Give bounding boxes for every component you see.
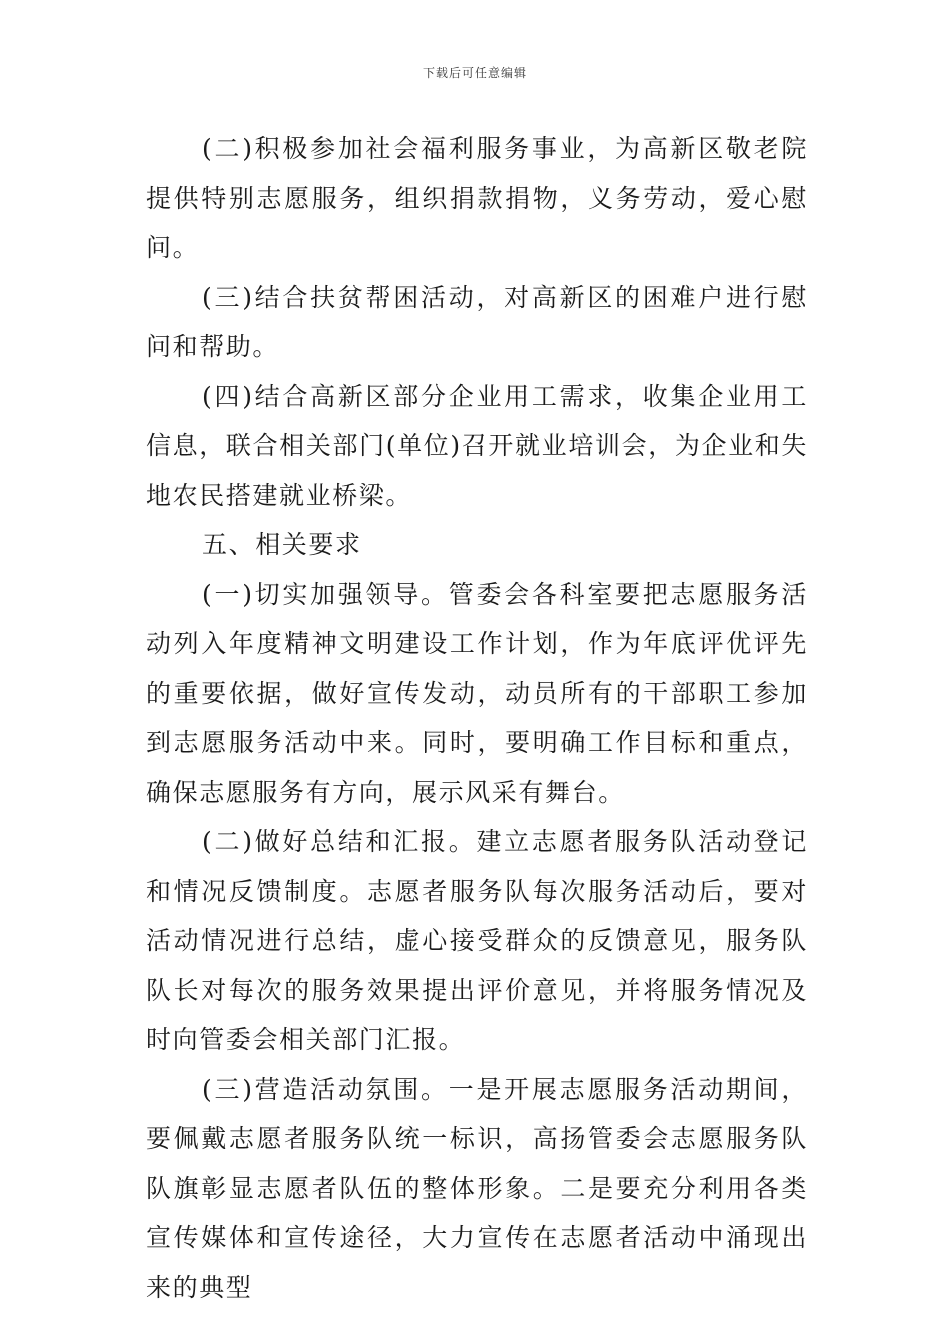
paragraph-summary-report: (二)做好总结和汇报。建立志愿者服务队活动登记和情况反馈制度。志愿者服务队每次服务活动后，要对活动情况进行总结，虚心接受群众的反馈意见，服务队队长对每次的服务效果提出评价意见，并将服务情况及时向管委会相关部门汇报。 (146, 827, 808, 1054)
section-heading-requirements: 五、相关要求 (202, 530, 362, 559)
page-header-note: 下载后可任意编辑 (422, 66, 527, 80)
paragraph-atmosphere: (三)营造活动氛围。一是开展志愿服务活动期间，要佩戴志愿者服务队统一标识，高扬管委会志愿服务队队旗彰显志愿者队伍的整体形象。二是要充分利用各类宣传媒体和宣传途径，大力宣传在志愿者活动中涌现出来的典型 (146, 1074, 808, 1302)
paragraph-employment-training: (四)结合高新区部分企业用工需求，收集企业用工信息，联合相关部门(单位)召开就业培训会，为企业和失地农民搭建就业桥梁。 (146, 381, 808, 510)
paragraph-poverty-relief: (三)结合扶贫帮困活动，对高新区的困难户进行慰问和帮助。 (146, 282, 808, 361)
paragraph-welfare-service: (二)积极参加社会福利服务事业，为高新区敬老院提供特别志愿服务，组织捐款捐物，义务劳动，爱心慰问。 (146, 134, 808, 262)
paragraph-leadership: (一)切实加强领导。管委会各科室要把志愿服务活动列入年度精神文明建设工作计划，作为年底评优评先的重要依据，做好宣传发动，动员所有的干部职工参加到志愿服务活动中来。同时，要明确工作目标和重点，确保志愿服务有方向，展示风采有舞台。 (146, 579, 808, 807)
document-body (146, 124, 808, 1312)
